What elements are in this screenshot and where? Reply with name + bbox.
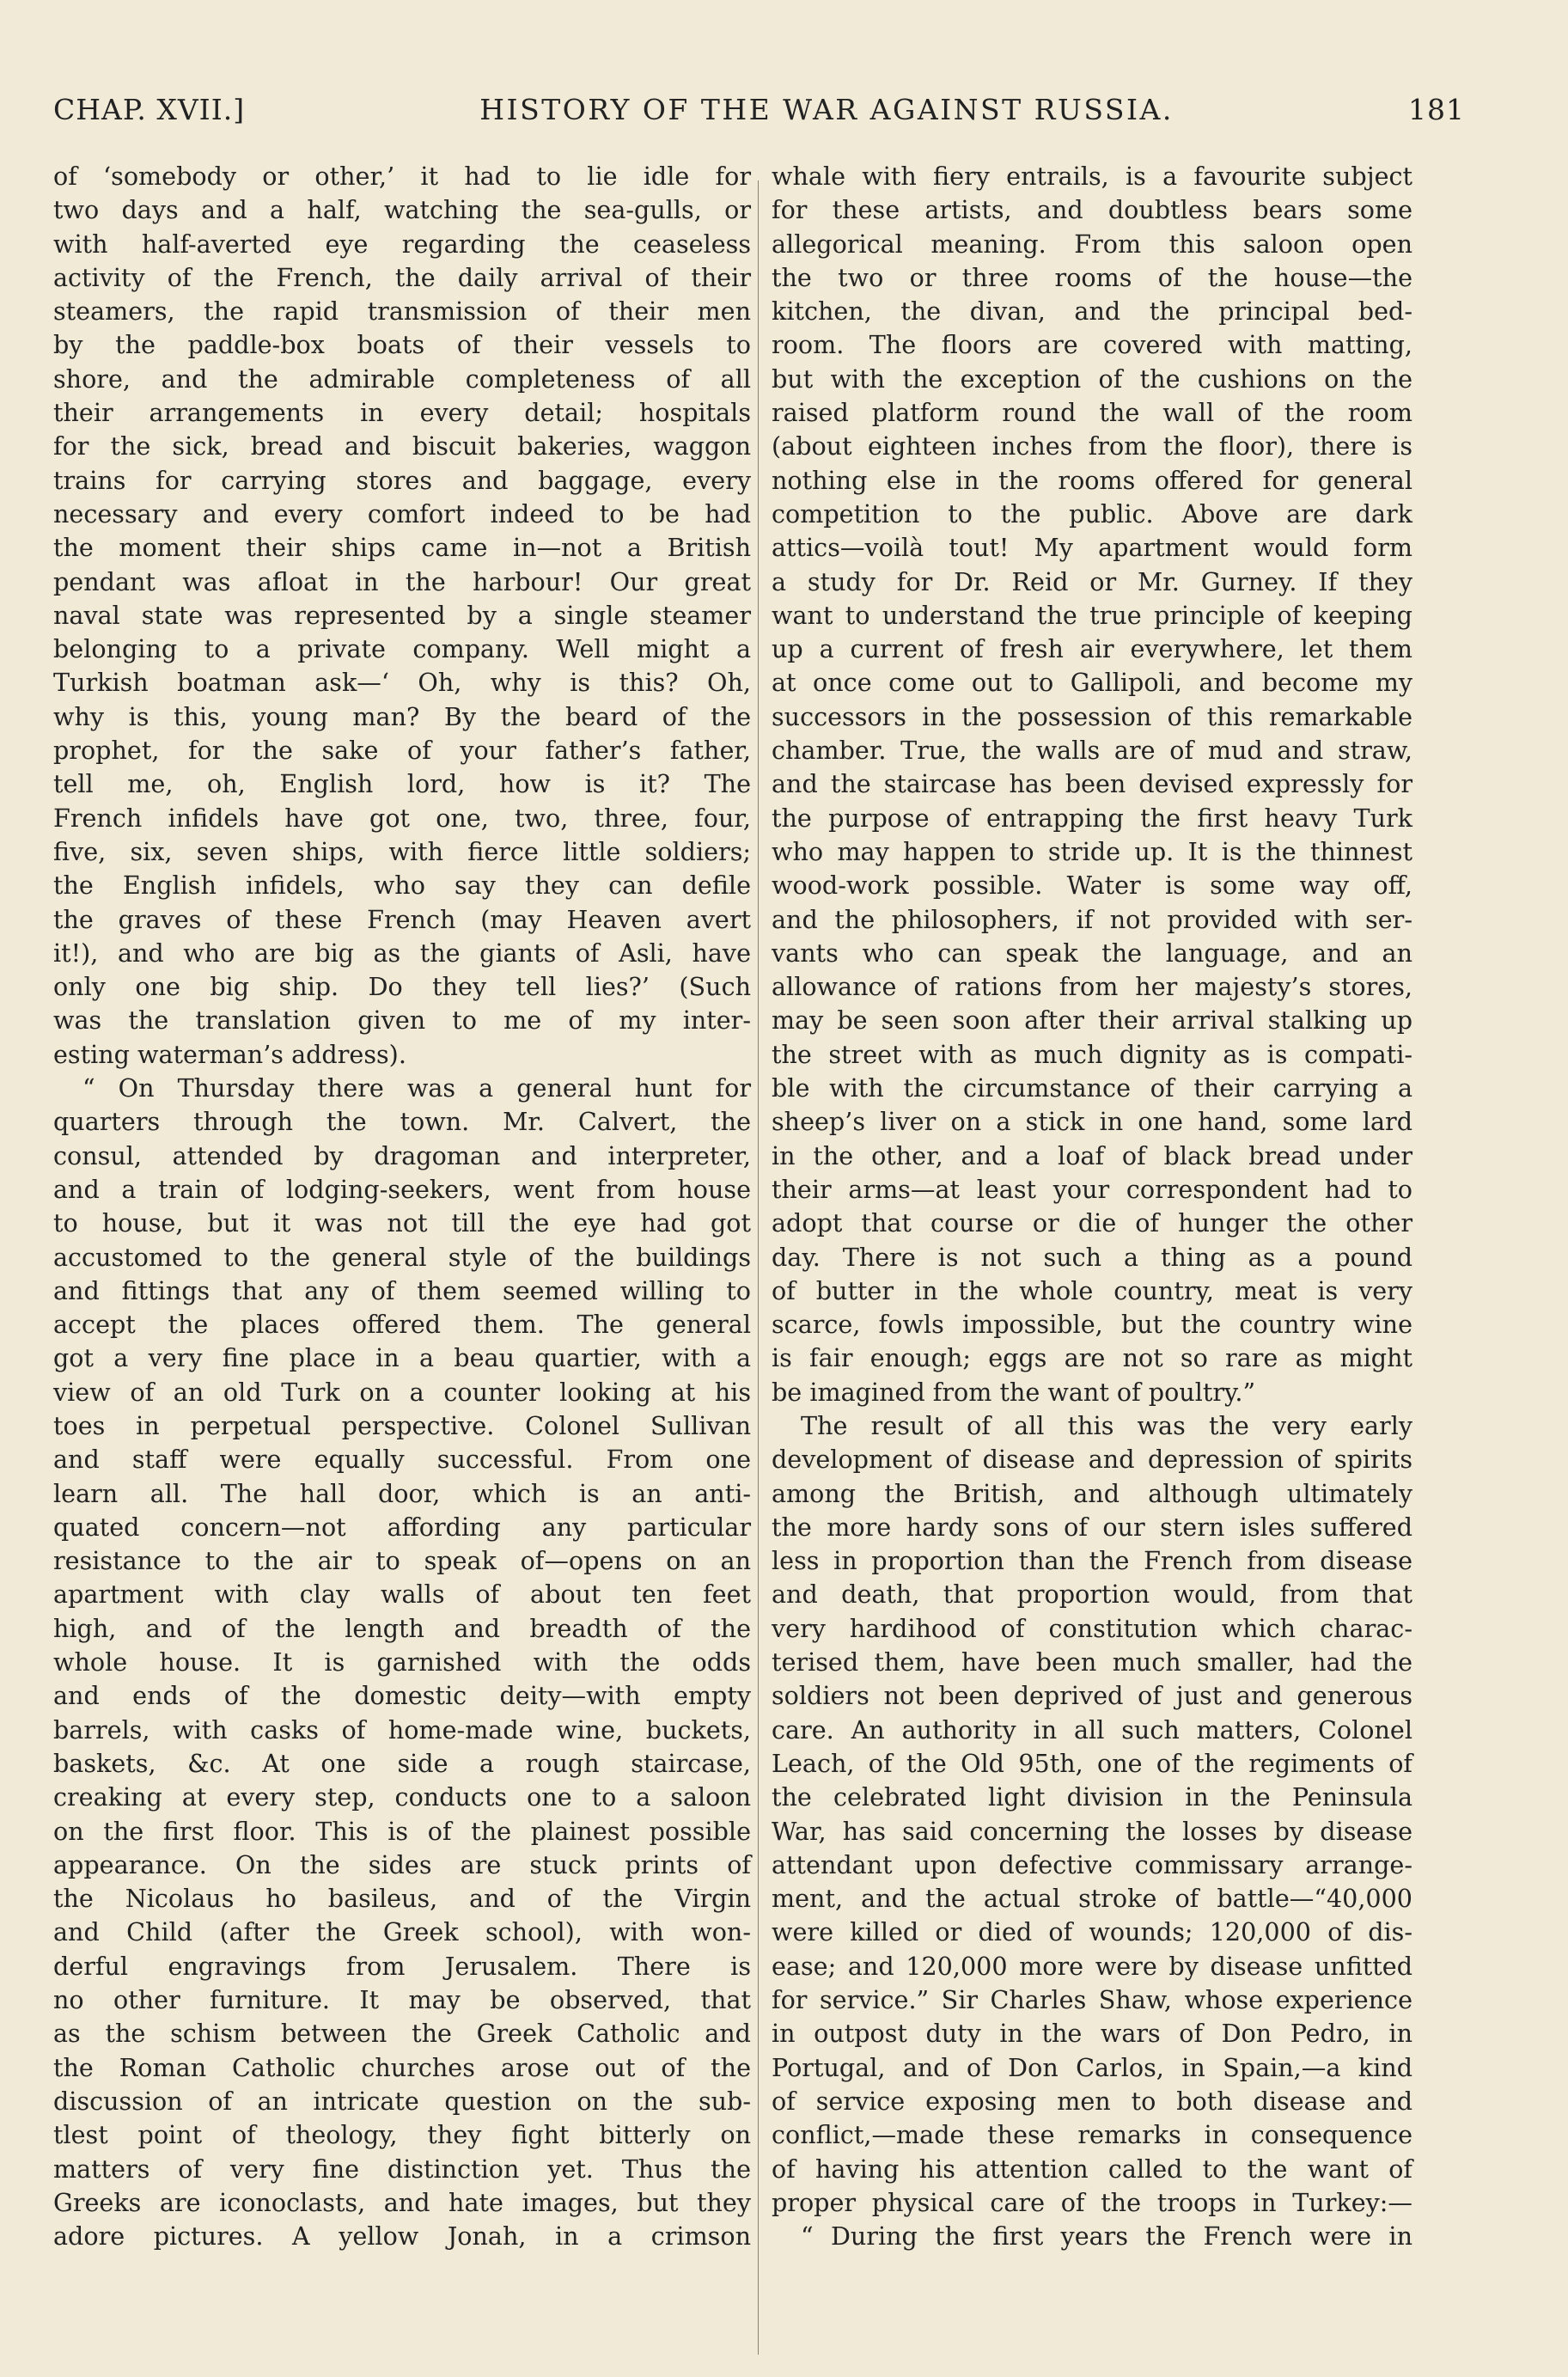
text-line: conflict,—made these remarks in consequence [772, 2120, 1412, 2150]
text-line: “ During the first years the French were in [801, 2221, 1412, 2252]
text-line: tlest point of theology, they fight bitterly on [53, 2120, 751, 2150]
text-line: necessary and every comfort indeed to be had [53, 498, 751, 529]
text-line: pendant was afloat in the harbour! Our great [53, 566, 751, 596]
text-line: accustomed to the general style of the buildings [53, 1242, 751, 1272]
text-line: as the schism between the Greek Catholic and [53, 2019, 751, 2049]
text-line: and the staircase has been devised expressly for [772, 769, 1412, 799]
text-line: the two or three rooms of the house—the [772, 262, 1412, 292]
text-line: their arrangements in every detail; hospitals [53, 398, 751, 428]
text-line: of ‘somebody or other,’ it had to lie idle for [53, 162, 751, 191]
text-line: allegorical meaning. From this saloon open [772, 229, 1412, 259]
text-line: chamber. True, the walls are of mud and straw, [772, 736, 1412, 766]
text-line: Leach, of the Old 95th, one of the regiments of [772, 1748, 1412, 1778]
text-line: belonging to a private company. Well might a [53, 634, 751, 664]
text-line: attendant upon defective commissary arrange- [772, 1849, 1412, 1879]
text-line: ment, and the actual stroke of battle—“40,000 [772, 1884, 1412, 1914]
text-line: in the other, and a loaf of black bread under [772, 1140, 1412, 1170]
text-line: it!), and who are big as the giants of Asli, have [53, 938, 751, 968]
text-line: discussion of an intricate question on the sub- [53, 2086, 751, 2116]
text-line: a study for Dr. Reid or Mr. Gurney. If they [772, 566, 1412, 596]
page-header [53, 93, 1465, 144]
chapter-label: CHAP. XVII.] [53, 93, 246, 126]
text-line: and fittings that any of them seemed willing to [53, 1275, 751, 1305]
text-line: shore, and the admirable completeness of all [53, 364, 751, 394]
text-line: among the British, and although ultimately [772, 1478, 1412, 1508]
text-line: soldiers not been deprived of just and generous [772, 1681, 1412, 1711]
text-line: the street with as much dignity as is compati- [772, 1039, 1412, 1069]
text-line: in outpost duty in the wars of Don Pedro, in [772, 2019, 1412, 2049]
text-line: and staff were equally successful. From one [53, 1445, 751, 1475]
running-title: HISTORY OF THE WAR AGAINST RUSSIA. [479, 93, 1174, 126]
text-line: view of an old Turk on a counter looking at his [53, 1377, 751, 1407]
text-line: the graves of these French (may Heaven avert [53, 904, 751, 934]
text-line: appearance. On the sides are stuck prints of [53, 1849, 751, 1879]
text-line: the English infidels, who say they can defile [53, 871, 751, 901]
text-line: proper physical care of the troops in Turkey:— [772, 2187, 1412, 2217]
text-line: naval state was represented by a single steamer [53, 600, 751, 630]
text-line: adopt that course or die of hunger the other [772, 1208, 1412, 1238]
text-line: room. The floors are covered with matting, [772, 330, 1412, 360]
text-line: quarters through the town. Mr. Calvert, the [53, 1107, 751, 1137]
text-line: ease; and 120,000 more were by disease unfitted [772, 1951, 1412, 1981]
text-line: and a train of lodging-seekers, went from house [53, 1174, 751, 1204]
text-line: were killed or died of wounds; 120,000 of dis- [772, 1917, 1412, 1947]
text-line: may be seen soon after their arrival stalking up [772, 1005, 1412, 1036]
text-line: is fair enough; eggs are not so rare as might [772, 1343, 1412, 1373]
text-line: creaking at every step, conducts one to a saloon [53, 1782, 751, 1812]
text-line: activity of the French, the daily arrival of their [53, 262, 751, 292]
text-line: the celebrated light division in the Peninsula [772, 1782, 1412, 1812]
text-line: who may happen to stride up. It is the thinnest [772, 836, 1412, 866]
text-line: the Nicolaus ho basileus, and of the Virgin [53, 1884, 751, 1914]
text-line: was the translation given to me of my inter- [53, 1005, 751, 1036]
text-line: derful engravings from Jerusalem. There is [53, 1951, 751, 1981]
text-line: Turkish boatman ask—‘ Oh, why is this? Oh, [53, 668, 751, 698]
text-line: the purpose of entrapping the first heavy Turk [772, 803, 1412, 833]
text-line: and Child (after the Greek school), with won- [53, 1917, 751, 1947]
text-line: no other furniture. It may be observed, that [53, 1985, 751, 2015]
text-line: of having his attention called to the want of [772, 2154, 1412, 2184]
text-line: be imagined from the want of poultry.” [772, 1377, 1256, 1407]
text-line: and ends of the domestic deity—with empty [53, 1681, 751, 1711]
text-line: care. An authority in all such matters, Colonel [772, 1714, 1412, 1745]
text-line: of service exposing men to both disease and [772, 2086, 1412, 2116]
text-line: for service.” Sir Charles Shaw, whose experience [772, 1985, 1412, 2015]
text-line: adore pictures. A yellow Jonah, in a crimson [53, 2221, 751, 2252]
text-line: steamers, the rapid transmission of their men [53, 296, 751, 327]
text-line: got a very fine place in a beau quartier, with a [53, 1343, 751, 1373]
text-line: French infidels have got one, two, three, four, [53, 803, 751, 833]
text-line: raised platform round the wall of the room [772, 398, 1412, 428]
text-line: and death, that proportion would, from that [772, 1580, 1412, 1610]
text-line: Portugal, and of Don Carlos, in Spain,—a kind [772, 2052, 1412, 2082]
text-line: their arms—at least your correspondent had to [772, 1174, 1412, 1204]
right-text-column [772, 160, 1412, 2253]
text-line: successors in the possession of this remarkable [772, 701, 1412, 731]
text-line: attics—voilà tout! My apartment would form [772, 533, 1412, 563]
text-line: less in proportion than the French from disease [772, 1546, 1412, 1576]
text-line: The result of all this was the very early [801, 1410, 1412, 1440]
text-line: War, has said concerning the losses by disease [772, 1816, 1412, 1846]
text-line: allowance of rations from her majesty’s stores, [772, 972, 1412, 1002]
column-divider [758, 180, 759, 2355]
text-line: five, six, seven ships, with fierce little soldiers; [53, 836, 751, 866]
text-line: esting waterman’s address). [53, 1039, 406, 1069]
text-line: wood-work possible. Water is some way off, [772, 871, 1412, 901]
text-line: up a current of fresh air everywhere, let them [772, 634, 1412, 664]
text-line: Greeks are iconoclasts, and hate images, but they [53, 2187, 751, 2217]
text-line: ble with the circumstance of their carrying a [772, 1073, 1412, 1103]
text-line: terised them, have been much smaller, had the [772, 1647, 1412, 1677]
left-text-column [53, 160, 751, 2253]
text-line: of butter in the whole country, meat is very [772, 1275, 1412, 1305]
text-line: sheep’s liver on a stick in one hand, some lard [772, 1107, 1412, 1137]
text-line: by the paddle-box boats of their vessels to [53, 330, 751, 360]
text-line: the Roman Catholic churches arose out of the [53, 2052, 751, 2082]
text-line: trains for carrying stores and baggage, every [53, 465, 751, 495]
text-line: at once come out to Gallipoli, and become my [772, 668, 1412, 698]
text-line: learn all. The hall door, which is an anti- [53, 1478, 751, 1508]
text-line: whale with fiery entrails, is a favourite subject [772, 162, 1412, 191]
text-line: “ On Thursday there was a general hunt for [82, 1073, 751, 1103]
text-line: apartment with clay walls of about ten feet [53, 1580, 751, 1610]
text-line: vants who can speak the language, and an [772, 938, 1412, 968]
text-line: accept the places offered them. The general [53, 1310, 751, 1340]
text-line: matters of very fine distinction yet. Thus the [53, 2154, 751, 2184]
page-number: 181 [1407, 93, 1465, 126]
text-line: the more hardy sons of our stern isles suffered [772, 1512, 1412, 1542]
text-line: toes in perpetual perspective. Colonel Sullivan [53, 1410, 751, 1440]
text-line: two days and a half, watching the sea-gulls, or [53, 195, 751, 225]
text-line: development of disease and depression of spirits [772, 1445, 1412, 1475]
text-line: only one big ship. Do they tell lies?’ (Such [53, 972, 751, 1002]
text-line: barrels, with casks of home-made wine, buckets, [53, 1714, 751, 1745]
text-line: the moment their ships came in—not a British [53, 533, 751, 563]
text-line: with half-averted eye regarding the ceaseless [53, 229, 751, 259]
text-line: on the first floor. This is of the plainest possible [53, 1816, 751, 1846]
text-line: baskets, &c. At one side a rough staircase, [53, 1748, 751, 1778]
text-line: day. There is not such a thing as a pound [772, 1242, 1412, 1272]
text-line: quated concern—not affording any particular [53, 1512, 751, 1542]
text-line: high, and of the length and breadth of the [53, 1613, 751, 1643]
text-line: whole house. It is garnished with the odds [53, 1647, 751, 1677]
text-line: for these artists, and doubtless bears some [772, 195, 1412, 225]
text-line: (about eighteen inches from the floor), there is [772, 431, 1412, 461]
text-line: scarce, fowls impossible, but the country wine [772, 1310, 1412, 1340]
text-line: prophet, for the sake of your father’s father, [53, 736, 751, 766]
text-line: but with the exception of the cushions on the [772, 364, 1412, 394]
text-line: why is this, young man? By the beard of the [53, 701, 751, 731]
text-line: resistance to the air to speak of—opens on an [53, 1546, 751, 1576]
text-line: to house, but it was not till the eye had got [53, 1208, 751, 1238]
text-line: very hardihood of constitution which charac- [772, 1613, 1412, 1643]
text-line: for the sick, bread and biscuit bakeries, waggon [53, 431, 751, 461]
text-line: tell me, oh, English lord, how is it? The [53, 769, 751, 799]
text-line: and the philosophers, if not provided with ser- [772, 904, 1412, 934]
text-line: want to understand the true principle of keeping [772, 600, 1412, 630]
text-line: nothing else in the rooms offered for general [772, 465, 1412, 495]
text-line: kitchen, the divan, and the principal bed- [772, 296, 1412, 327]
text-line: consul, attended by dragoman and interpreter, [53, 1140, 751, 1170]
text-line: competition to the public. Above are dark [772, 498, 1412, 529]
